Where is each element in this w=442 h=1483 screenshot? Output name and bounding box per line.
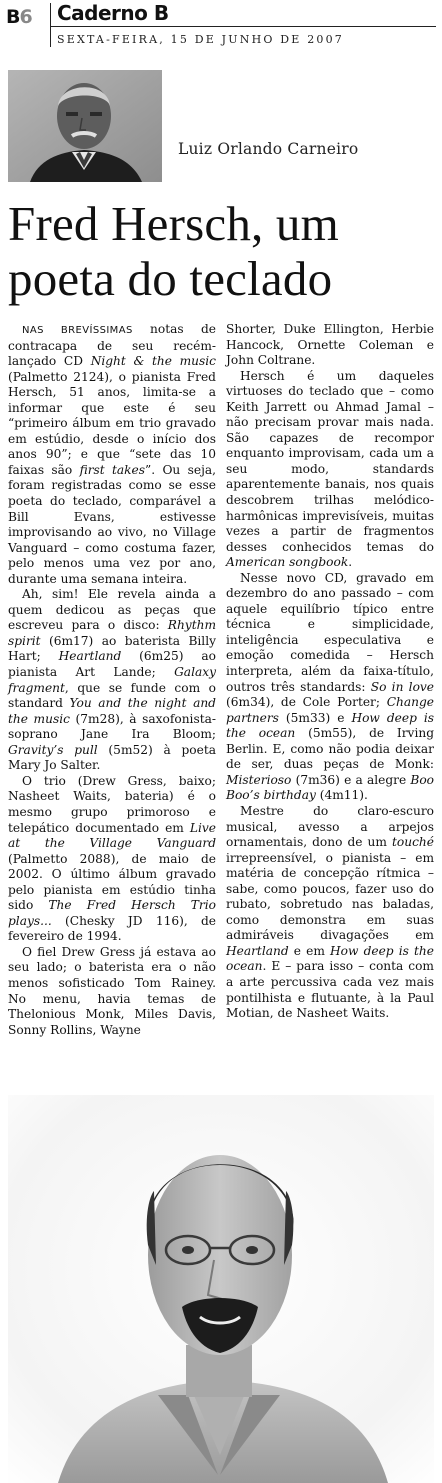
page-header — [0, 0, 442, 48]
header-horizontal-rule — [50, 26, 436, 27]
page-letter: B — [6, 6, 20, 28]
author-photo — [8, 70, 162, 182]
section-title: Caderno B — [57, 1, 169, 25]
article-paragraph: NAS BREVÍSSIMAS notas de contracapa de seu recém-lançado CD Night & the music (Palmetto 2124), o pianista Fred Hersch, 51 anos, limita-se a informar que este é seu “primeiro álbum em trio gravado em estúdio, desde o início dos anos 90”; e que “sete das 10 faixas são first takes”. Ou seja, foram registradas como se esse poeta do teclado, comparável a Bill Evans, estivesse improvisando ao vivo, no Village Vanguard – como costuma fazer, pelo menos uma vez por ano, durante uma semana inteira. — [8, 322, 216, 586]
article-paragraph: Hersch é um daqueles virtuoses do teclado que – como Keith Jarrett ou Ahmad Jamal – não precisam provar mais nada. São capazes de recompor enquanto improvisam, cada um a seu modo, standards aparentemente banais, nos quais descobrem trilhas melódico-harmônicas imprevisíveis, muitas vezes a partir de fragmentos desses conhecidos temas do American songbook. — [226, 368, 434, 570]
article-paragraph: Mestre do claro-escuro musical, avesso a arpejos ornamentais, dono de um touché irrepreensível, o pianista – em matéria de concepção rítmica – sabe, como poucos, fazer uso do rubato, sobretudo nas baladas, como demonstra em suas admiráveis divagações em Heartland e em How deep is the ocean. E – para isso – conta com a arte percussiva cada vez mais pontilhista e flutuante, à la Paul Motian, de Nasheet Waits. — [226, 803, 434, 1021]
musician-photo — [8, 1095, 434, 1483]
header-vertical-rule — [50, 3, 51, 47]
page-number — [6, 6, 32, 28]
headline: Fred Hersch, um poeta do teclado — [8, 196, 339, 306]
article-paragraph: Nesse novo CD, gravado em dezembro do ano passado – com aquele equilíbrio típico entre técnica e simplicidade, inteligência especulativa e emoção comedida – Hersch interpreta, além da faixa-título, outros três standards: So in love (6m34), de Cole Porter; Change partners (5m33) e How deep is the ocean (5m55), de Irving Berlin. E, como não podia deixar de ser, duas peças de Monk: Misterioso (7m36) e a alegre Boo Boo’s birthday (4m11). — [226, 570, 435, 803]
article-paragraph: Shorter, Duke Ellington, Herbie Hancock, Ornette Coleman e John Coltrane. — [226, 322, 434, 368]
author-name: Luiz Orlando Carneiro — [178, 140, 359, 158]
article-column-right — [226, 322, 434, 1022]
page-digit: 6 — [19, 6, 32, 28]
article-paragraph: Ah, sim! Ele revela ainda a quem dedicou as peças que escreveu para o disco: Rhythm spirit (6m17) ao baterista Billy Hart; Heartland (6m25) ao pianista Art Lande; Galaxy fragment, que se funde com o standard You and the night and the music (7m28), à saxofonista-soprano Jane Ira Bloom; Gravity’s pull (5m52) à poeta Mary Jo Salter. — [8, 587, 217, 773]
issue-date: SEXTA-FEIRA, 15 DE JUNHO DE 2007 — [57, 33, 345, 46]
article-paragraph: O fiel Drew Gress já estava ao seu lado; o baterista era o não menos sofisticado Tom Rainey. No menu, havia temas de Thelonious Monk, Miles Davis, Sonny Rollins, Wayne — [8, 944, 216, 1037]
article-column-left — [8, 322, 216, 1038]
article-paragraph: O trio (Drew Gress, baixo; Nasheet Waits, bateria) é o mesmo grupo primoroso e telepático documentado em Live at the Village Vanguard (Palmetto 2088), de maio de 2002. O último álbum gravado pelo pianista em estúdio tinha sido The Fred Hersch Trio plays... (Chesky JD 116), de fevereiro de 1994. — [8, 773, 216, 944]
